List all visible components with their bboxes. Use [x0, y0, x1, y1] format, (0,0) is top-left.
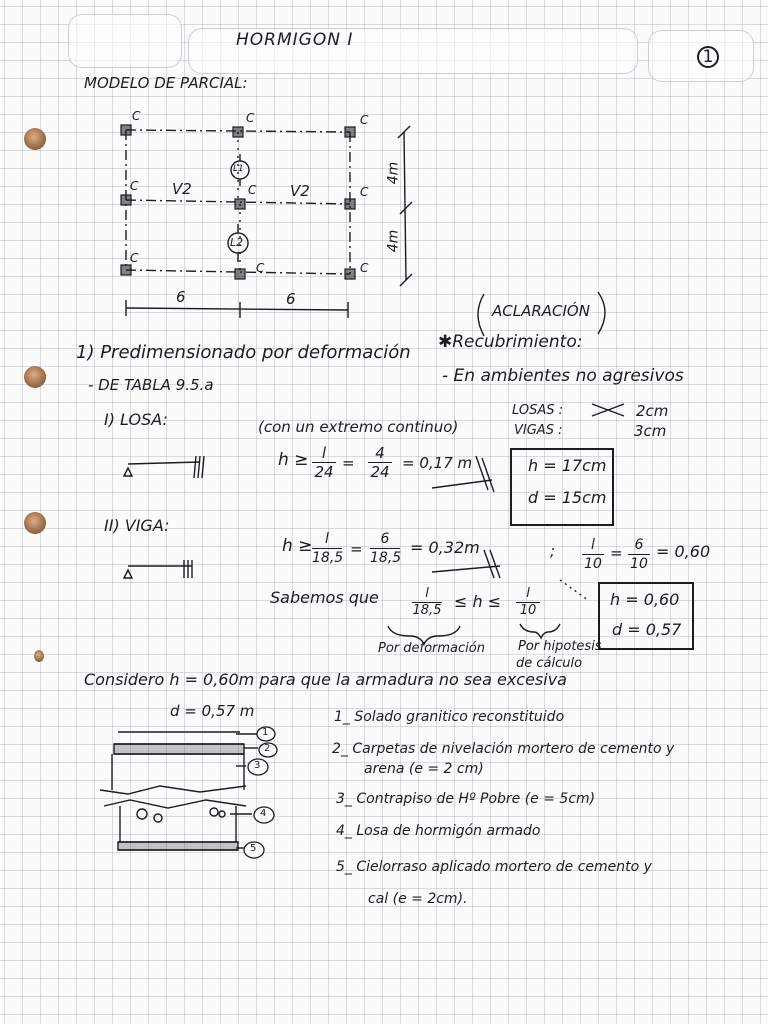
column-label: C — [130, 251, 139, 265]
viga-box-d: d = 0,57 — [612, 620, 682, 639]
ineq-right-frac — [516, 586, 540, 619]
fraction-numerator: l — [312, 530, 342, 549]
aclaracion-title: ACLARACIÓN — [492, 302, 590, 320]
por-hipotesis-note: Por hipotesis — [518, 639, 602, 654]
layer-item-3: 3_ Contrapiso de Hº Pobre (e = 5cm) — [336, 791, 596, 807]
column-label: C — [360, 113, 369, 127]
fraction-denominator: 10 — [584, 556, 602, 572]
fraction-numerator: l — [582, 536, 604, 555]
considero-text: Considero h = 0,60m para que la armadura no sea excesiva — [84, 670, 567, 689]
layer-item-2: 2_ Carpetas de nivelación mortero de cemento y — [332, 741, 675, 757]
dimension-label: 6 — [286, 290, 296, 308]
column-label: C — [256, 261, 265, 275]
vigas-value: 3cm — [634, 422, 667, 440]
layer-marker: 2 — [264, 743, 271, 754]
slab-label: L2 — [230, 236, 244, 249]
losa-label: I) LOSA: — [104, 410, 168, 429]
fraction-denominator: 18,5 — [312, 550, 344, 566]
fraction-numerator: l — [412, 586, 442, 603]
layer-item-1: 1_ Solado granitico reconstituido — [334, 709, 565, 725]
layer-marker: 3 — [254, 760, 261, 771]
fraction-denominator: 18,5 — [370, 550, 402, 566]
slab-label: L1 — [233, 164, 244, 174]
fraction-numerator: l — [312, 444, 336, 463]
fraction-numerator: 4 — [368, 444, 392, 463]
por-deformacion-note: Por deformación — [378, 641, 485, 656]
viga-frac-3 — [582, 536, 604, 573]
losa-box-h: h = 17cm — [528, 456, 607, 475]
losas-label: LOSAS : — [512, 403, 563, 418]
layer-marker: 1 — [262, 727, 269, 738]
dimension-label: 6 — [176, 288, 186, 306]
fraction-numerator: l — [516, 586, 540, 603]
layer-marker: 5 — [250, 843, 257, 854]
losa-result: = 0,17 m — [402, 454, 473, 472]
column-label: C — [130, 179, 139, 193]
page-number: 1 — [697, 46, 719, 68]
viga-result-2: = 0,60 — [656, 542, 711, 561]
layer-item-5-cont: cal (e = 2cm). — [368, 891, 468, 907]
losa-frac-2 — [368, 444, 392, 481]
layer-item-5: 5_ Cielorraso aplicado mortero de cemento y — [336, 859, 652, 875]
column-label: C — [360, 185, 369, 199]
section-1-title: 1) Predimensionado por deformación — [76, 342, 411, 363]
layer-item-4: 4_ Losa de hormigón armado — [336, 823, 541, 839]
losa-h-ge: h ≥ — [278, 450, 309, 470]
viga-frac-2 — [370, 530, 400, 567]
beam-label: V2 — [290, 182, 310, 200]
column-label: C — [132, 109, 141, 123]
page-title: HORMIGON I — [236, 30, 354, 50]
recubrimiento-text: ✱Recubrimiento: — [438, 332, 583, 352]
por-hipotesis-note: de cálculo — [516, 656, 583, 671]
layer-item-2-cont: arena (e = 2 cm) — [364, 761, 484, 777]
fraction-numerator: 6 — [370, 530, 400, 549]
equals-sign: = — [610, 544, 623, 562]
viga-frac-4 — [628, 536, 650, 573]
viga-box-h: h = 0,60 — [610, 590, 680, 609]
tabla-reference: - DE TABLA 9.5.a — [88, 376, 214, 394]
fraction-denominator: 24 — [370, 463, 390, 481]
d-value: d = 0,57 m — [170, 702, 255, 720]
dimension-label: 4m — [385, 161, 402, 185]
column-label: C — [360, 261, 369, 275]
viga-separator: ; — [550, 542, 556, 560]
losas-value: 2cm — [636, 402, 669, 420]
fraction-denominator: 10 — [630, 556, 648, 572]
sabemos-que: Sabemos que — [270, 588, 379, 607]
viga-h-ge: h ≥ — [282, 536, 313, 556]
fraction-denominator: 10 — [519, 603, 537, 618]
vigas-label: VIGAS : — [514, 423, 563, 438]
beam-label: V2 — [172, 180, 192, 198]
losa-box-d: d = 15cm — [528, 488, 607, 507]
fraction-numerator: 6 — [628, 536, 650, 555]
fraction-denominator: 24 — [314, 463, 334, 481]
column-label: C — [246, 111, 255, 125]
ineq-sign: ≤ h ≤ — [454, 592, 502, 611]
viga-result: = 0,32m — [410, 538, 480, 557]
ambientes-text: - En ambientes no agresivos — [442, 366, 684, 386]
column-label: C — [248, 183, 257, 197]
losa-frac-1 — [312, 444, 336, 481]
fraction-denominator: 18,5 — [412, 603, 442, 618]
viga-label: II) VIGA: — [104, 516, 170, 535]
viga-frac-1 — [312, 530, 342, 567]
recubrimiento-label: Recubrimiento: — [452, 332, 583, 352]
equals-sign: = — [342, 454, 355, 472]
equals-sign: = — [350, 540, 363, 558]
dimension-label: 4m — [385, 229, 402, 253]
plan-heading: MODELO DE PARCIAL: — [84, 74, 248, 92]
losa-note: (con un extremo continuo) — [258, 418, 459, 436]
layer-marker: 4 — [260, 808, 267, 819]
ineq-left-frac — [412, 586, 442, 619]
